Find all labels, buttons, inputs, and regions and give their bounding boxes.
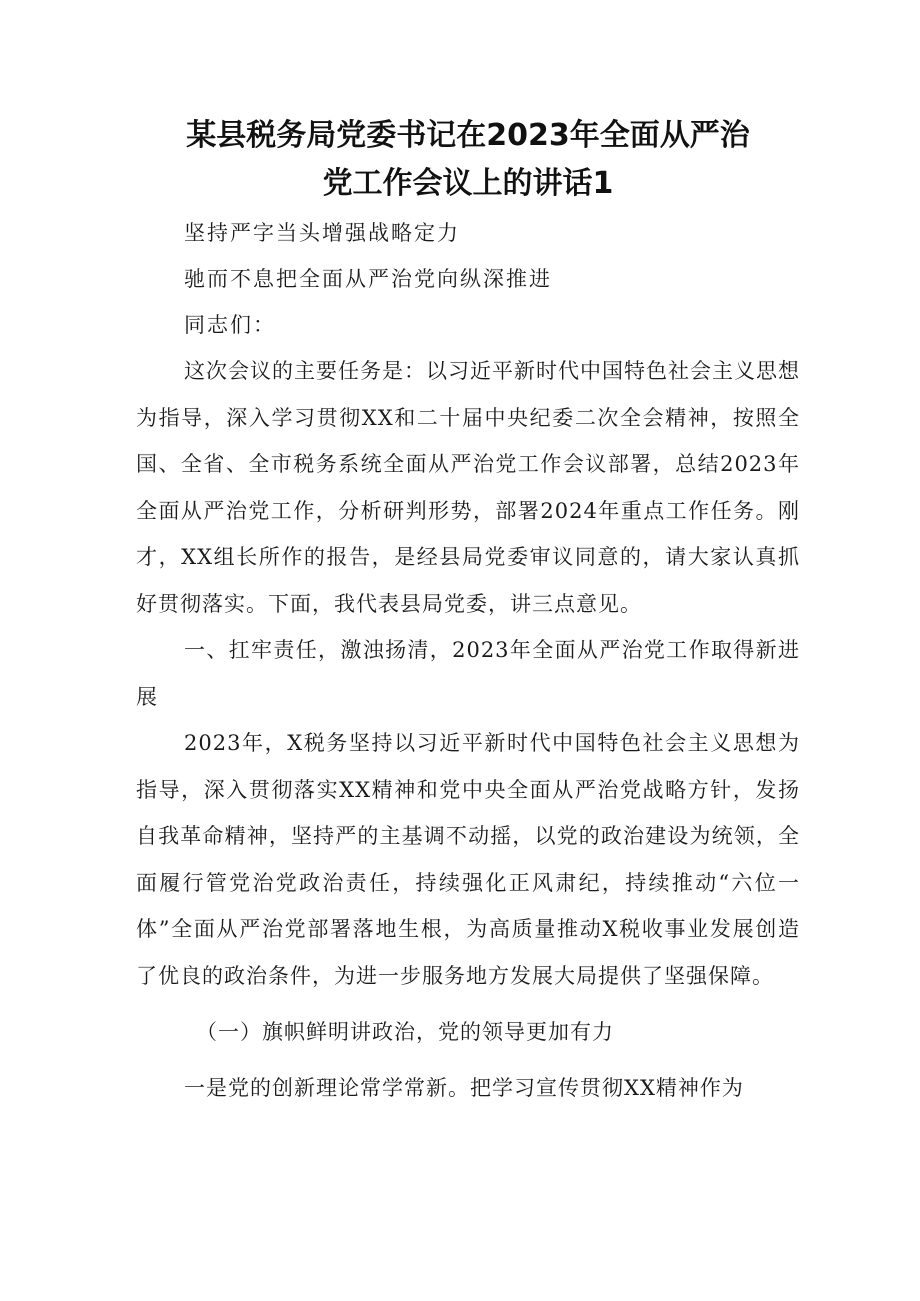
document-title [136,112,800,208]
subsection-heading-1: （一）旗帜鲜明讲政治，党的领导更加有力 [196,1020,614,1044]
salutation: 同志们： [184,313,276,337]
body-paragraph-2023-summary: 2023年，X税务坚持以习近平新时代中国特色社会主义思想为指导，深入贯彻落实XX精神和党中央全面从严治党战略方针，发扬自我革命精神，坚持严的主基调不动摇，以党的政治建设为统领，全面履行管党治党政治责任，持续强化正风肃纪，持续推动“六位一体”全面从严治党部署落地生根，为高质量推动X税收事业发展创造了优良的政治条件，为进一步服务地方发展大局提供了坚强保障。 [136,731,800,988]
body-paragraph-intro: 这次会议的主要任务是：以习近平新时代中国特色社会主义思想为指导，深入学习贯彻XX和二十届中央纪委二次全会精神，按照全国、全省、全市税务系统全面从严治党工作会议部署，总结2023年全面从严治党工作，分析研判形势，部署2024年重点工作任务。刚才，XX组长所作的报告，是经县局党委审议同意的，请大家认真抓好贯彻落实。下面，我代表县局党委，讲三点意见。 [136,359,800,616]
subtitle-line-2: 驰而不息把全面从严治党向纵深推进 [184,267,552,291]
subtitle-line-1: 坚持严字当头增强战略定力 [184,221,460,245]
spacer [136,999,800,1009]
body-paragraph-partial: 一是党的创新理论常学常新。把学习宣传贯彻XX精神作为 [184,1076,744,1100]
title-line-2: 党工作会议上的讲话1 [322,166,614,201]
section-heading-1: 一、扛牢责任，激浊扬清，2023年全面从严治党工作取得新进展 [136,638,800,709]
spacer [136,1055,800,1065]
title-line-1: 某县税务局党委书记在2023年全面从严治 [186,118,750,153]
